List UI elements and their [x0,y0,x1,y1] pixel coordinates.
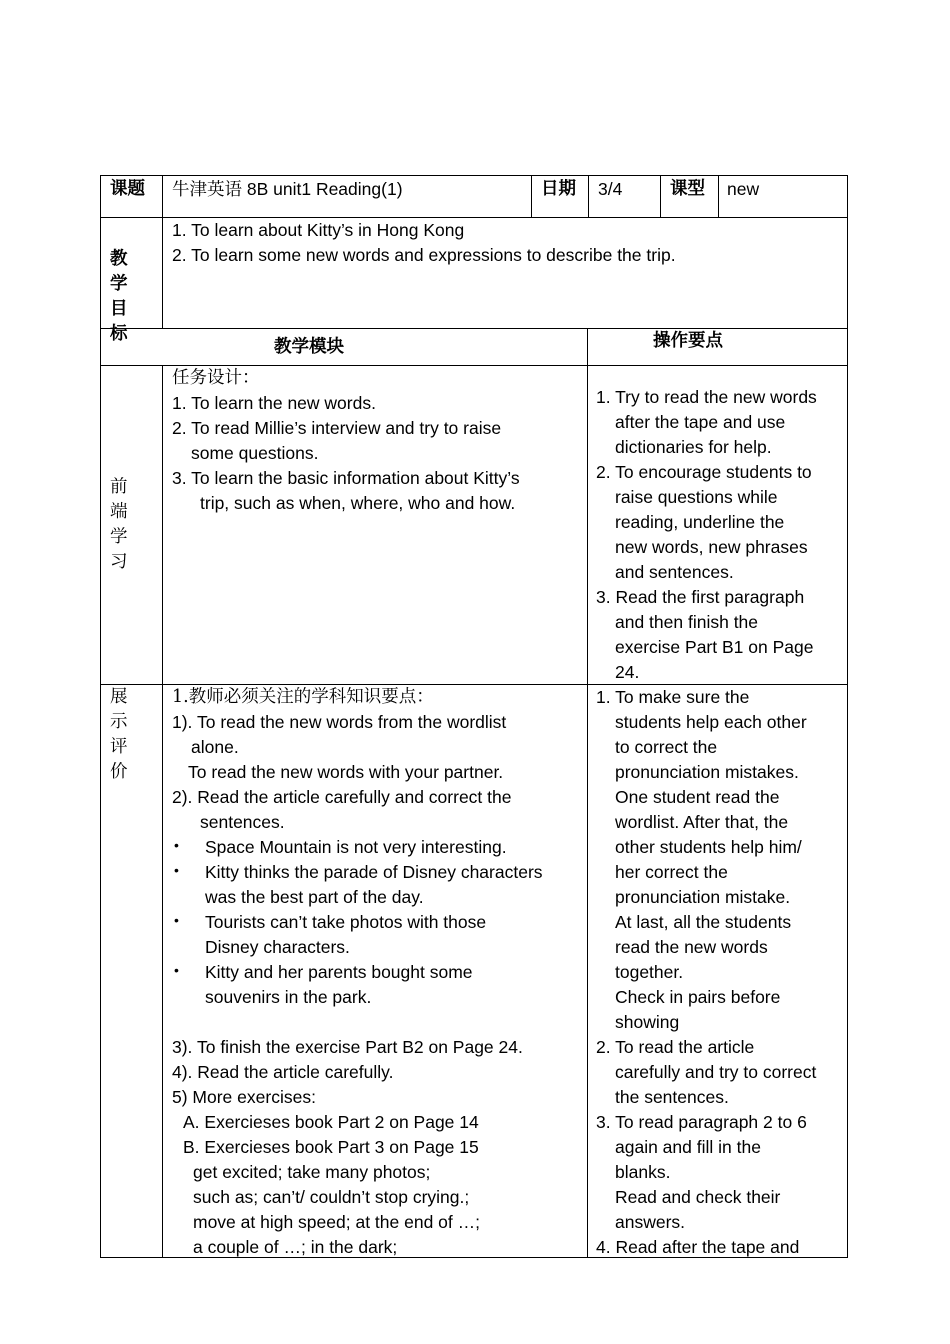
section2-point-line: Check in pairs before [615,987,781,1007]
section2-content-line: 1.教师必须关注的学科知识要点： [172,687,434,707]
section2-point-line: At last, all the students [615,912,792,932]
section2-point-line: together. [615,962,684,982]
type-value: new [727,179,760,199]
topic-label: 课题 [110,179,145,199]
section2-content-line: Tourists can’t take photos with those [205,912,487,932]
topic-value: 牛津英语 8B unit1 Reading(1) [172,179,403,199]
section2-point-line: showing [615,1012,680,1032]
section1-task-line: 2. To read Millie’s interview and try to raise [172,418,502,438]
bullet-icon: • [174,912,179,928]
section1-point-line: and then finish the [615,612,759,632]
date-value: 3/4 [598,179,623,199]
section2-content-line: 1). To read the new words from the wordlist [172,712,507,732]
section1-point-line: after the tape and use [615,412,786,432]
section2-point-line: her correct the [615,862,728,882]
section1-point-line: 2. To encourage students to [596,462,812,482]
objective-item: 1. To learn about Kitty’s in Hong Kong [172,220,465,240]
section2-point-line: Read and check their [615,1187,781,1207]
section2-content-line: was the best part of the day. [205,887,424,907]
section2-point-line: read the new words [615,937,768,957]
section1-point-line: reading, underline the [615,512,785,532]
section2-point-line: students help each other [615,712,807,732]
section2-point-line: 2. To read the article [596,1037,755,1057]
section2-content-line: 2). Read the article carefully and correct the [172,787,512,807]
section2-content-line: such as; can’t/ couldn’t stop crying.; [193,1187,470,1207]
section2-content-line: A. Exercieses book Part 2 on Page 14 [183,1112,479,1132]
section1-task-line: 3. To learn the basic information about Kitty’s [172,468,520,488]
section2-content-line: B. Exercieses book Part 3 on Page 15 [183,1137,479,1157]
section1-task-line: 1. To learn the new words. [172,393,376,413]
section1-point-line: raise questions while [615,487,778,507]
section1-point-line: dictionaries for help. [615,437,772,457]
bullet-icon: • [174,962,179,978]
section1-task-line: some questions. [191,443,319,463]
section1-task-line: trip, such as when, where, who and how. [200,493,516,513]
section2-content-line: sentences. [200,812,285,832]
type-label: 课型 [670,179,705,199]
section2-content-line: get excited; take many photos; [193,1162,431,1182]
section1-point-line: new words, new phrases [615,537,808,557]
section2-content-line: souvenirs in the park. [205,987,372,1007]
section2-point-line: to correct the [615,737,718,757]
objectives-label: 教学目标 [110,249,128,344]
section2-point-line: pronunciation mistake. [615,887,791,907]
section1-point-line: 24. [615,662,640,682]
section2-point-line: carefully and try to correct [615,1062,817,1082]
section2-content-line: 3). To finish the exercise Part B2 on Page 24. [172,1037,523,1057]
section1-point-line: exercise Part B1 on Page [615,637,814,657]
section2-point-line: again and fill in the [615,1137,761,1157]
section2-point-line: pronunciation mistakes. [615,762,799,782]
section2-content-line: Disney characters. [205,937,350,957]
module-header-cell [100,328,588,366]
key-points-header: 操作要点 [653,331,723,351]
section2-point-line: 3. To read paragraph 2 to 6 [596,1112,807,1132]
section2-content-line: a couple of …; in the dark; [193,1237,398,1257]
section1-point-line: 3. Read the first paragraph [596,587,805,607]
section2-point-line: wordlist. After that, the [615,812,789,832]
section1-point-line: and sentences. [615,562,734,582]
section2-content-line: Space Mountain is not very interesting. [205,837,507,857]
section2-content-line: 4). Read the article carefully. [172,1062,394,1082]
date-label: 日期 [541,179,576,199]
bullet-icon: • [174,837,179,853]
section2-content-line: Kitty thinks the parade of Disney characters [205,862,543,882]
section2-content-line: 5) More exercises: [172,1087,316,1107]
section2-point-line: the sentences. [615,1087,729,1107]
bullet-icon: • [174,862,179,878]
section2-content-line: Kitty and her parents bought some [205,962,473,982]
section2-content-line: move at high speed; at the end of …; [193,1212,480,1232]
section2-point-line: 4. Read after the tape and [596,1237,800,1257]
module-header: 教学模块 [274,337,344,357]
section1-task-line: 任务设计： [172,368,260,388]
section2-point-line: 1. To make sure the [596,687,750,707]
section2-point-line: One student read the [615,787,780,807]
section2-content-line: alone. [191,737,239,757]
section2-point-line: blanks. [615,1162,671,1182]
section2-content-line: To read the new words with your partner. [188,762,504,782]
section2-label: 展示评价 [110,687,128,782]
section2-point-line: answers. [615,1212,686,1232]
objective-item: 2. To learn some new words and expressions to describe the trip. [172,245,676,265]
section1-point-line: 1. Try to read the new words [596,387,817,407]
section2-point-line: other students help him/ [615,837,802,857]
section1-label: 前端学习 [110,477,128,572]
